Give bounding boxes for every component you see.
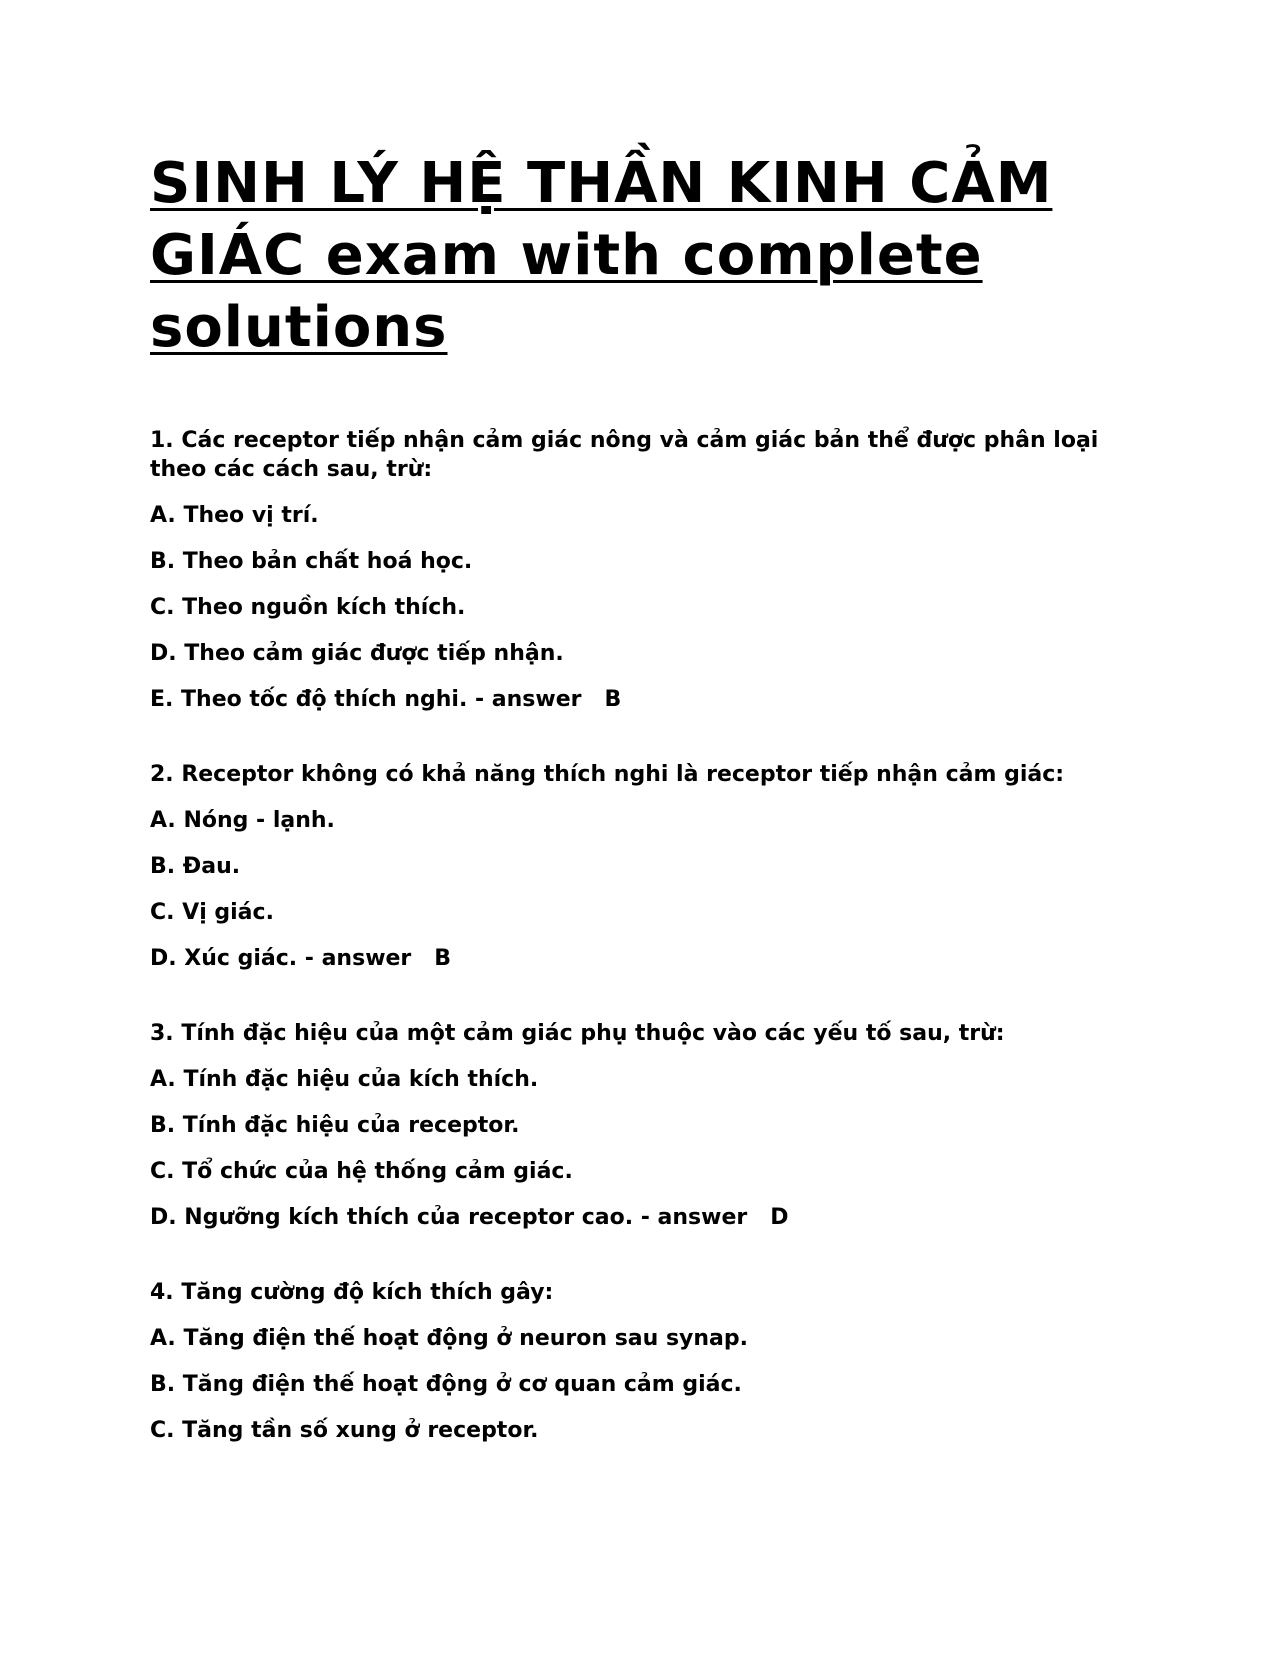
question-4 [150,1278,1130,1445]
option-c: C. Vị giác. [150,900,274,925]
option-b: B. Theo bản chất hoá học. [150,549,473,574]
option-a: A. Theo vị trí. [150,503,319,528]
option-d-answer: D. Xúc giác. - answer B [150,946,452,971]
option-b: B. Tính đặc hiệu của receptor. [150,1113,520,1138]
option-a: A. Tăng điện thế hoạt động ở neuron sau synap. [150,1326,749,1351]
question-text: 2. Receptor không có khả năng thích nghi là receptor tiếp nhận cảm giác: [150,762,1065,787]
option-c: C. Tăng tần số xung ở receptor. [150,1418,539,1443]
option-a: A. Tính đặc hiệu của kích thích. [150,1067,539,1092]
document-title: SINH LÝ HỆ THẦN KINH CẢM GIÁC exam with complete solutions [150,151,1053,360]
option-c: C. Theo nguồn kích thích. [150,595,466,620]
question-text: 1. Các receptor tiếp nhận cảm giác nông và cảm giác bản thể được phân loại theo các cách sau, trừ: [150,428,1099,482]
question-list [150,426,1130,1445]
question-3 [150,1019,1130,1232]
option-e-answer: E. Theo tốc độ thích nghi. - answer B [150,687,622,712]
question-1 [150,426,1130,714]
option-b: B. Đau. [150,854,241,879]
option-a: A. Nóng - lạnh. [150,808,335,833]
option-d: D. Theo cảm giác được tiếp nhận. [150,641,564,666]
option-d-answer: D. Ngưỡng kích thích của receptor cao. - answer D [150,1205,789,1230]
question-text: 3. Tính đặc hiệu của một cảm giác phụ thuộc vào các yếu tố sau, trừ: [150,1021,1005,1046]
question-2 [150,760,1130,973]
question-text: 4. Tăng cường độ kích thích gây: [150,1280,554,1305]
document-page [150,148,1130,1491]
option-b: B. Tăng điện thế hoạt động ở cơ quan cảm giác. [150,1372,742,1397]
option-c: C. Tổ chức của hệ thống cảm giác. [150,1159,573,1184]
